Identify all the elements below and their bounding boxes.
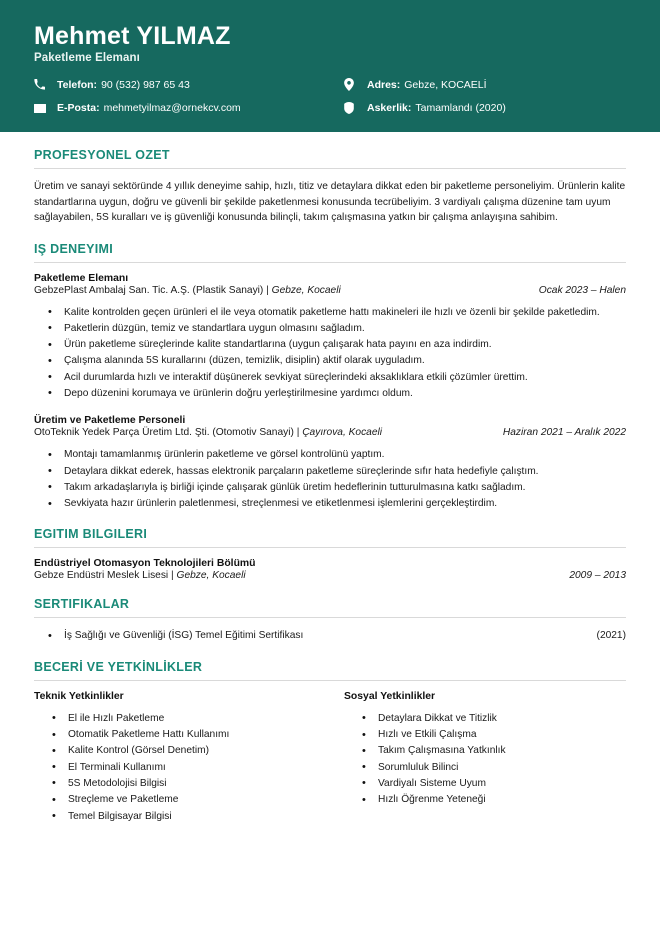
list-item: • Hızlı Öğrenme Yeteneği bbox=[344, 792, 616, 807]
contact-address-value: Gebze, KOCAELİ bbox=[404, 78, 487, 91]
list-item: • Detaylara dikkat ederek, hassas elektronik parçaların paketleme süreçlerinde sıfır hata hedefiyle çalıştım. bbox=[34, 464, 626, 479]
resume-content bbox=[0, 148, 660, 825]
section-title-skills: BECERİ VE YETKİNLİKLER bbox=[34, 659, 203, 674]
section-education bbox=[34, 527, 626, 581]
job-title: Paketleme Elemanı bbox=[34, 272, 129, 284]
job-location: Gebze, Kocaeli bbox=[271, 284, 341, 296]
contact-email-value: mehmetyilmaz@ornekcv.com bbox=[103, 102, 241, 114]
list-item: • Montajı tamamlanmış ürünlerin paketleme ve görsel kontrolünü yaptım. bbox=[34, 447, 626, 462]
list-item: • Takım Çalışmasına Yatkınlık bbox=[344, 743, 616, 758]
list-item: • El ile Hızlı Paketleme bbox=[34, 711, 320, 726]
contact-phone-value: 90 (532) 987 65 43 bbox=[101, 78, 190, 91]
degree-title: Endüstriyel Otomasyon Teknolojileri Bölümü bbox=[34, 558, 256, 570]
contact-email bbox=[34, 102, 330, 114]
contact-phone bbox=[34, 78, 330, 91]
section-summary bbox=[34, 148, 626, 226]
job-title: Üretim ve Paketleme Personeli bbox=[34, 415, 186, 427]
candidate-role: Paketleme Elemanı bbox=[34, 52, 140, 64]
section-title-education: EGITIM BILGILERI bbox=[34, 527, 148, 542]
list-item: • Kalite kontrolden geçen ürünleri el ile veya otomatik paketleme hattı makineleri ile hızlı ve özenli bir şekilde paketledim. bbox=[34, 305, 626, 320]
section-divider bbox=[34, 547, 626, 548]
experience-entry bbox=[34, 415, 626, 511]
section-skills bbox=[34, 660, 626, 825]
contact-phone-label: Telefon: bbox=[57, 78, 98, 91]
job-bullet-list bbox=[34, 305, 626, 402]
contact-military bbox=[330, 102, 626, 114]
social-skills-heading: Sosyal Yetkinlikler bbox=[344, 690, 436, 702]
school-name-text: Gebze Endüstri Meslek Lisesi | bbox=[34, 570, 177, 582]
experience-entry bbox=[34, 273, 626, 402]
section-divider bbox=[34, 680, 626, 681]
list-item: • Sorumluluk Bilinci bbox=[344, 760, 616, 775]
job-employer-name: OtoTeknik Yedek Parça Üretim Ltd. Şti. (Otomotiv Sanayi) | bbox=[34, 427, 303, 439]
job-dates: Ocak 2023 – Halen bbox=[538, 284, 626, 296]
job-meta bbox=[34, 427, 626, 438]
shield-icon bbox=[344, 102, 360, 114]
list-item: • Hızlı ve Etkili Çalışma bbox=[344, 727, 616, 742]
job-dates: Haziran 2021 – Aralık 2022 bbox=[502, 427, 626, 439]
certificate-list bbox=[34, 628, 626, 643]
list-item: • Kalite Kontrol (Görsel Denetim) bbox=[34, 743, 320, 758]
list-item bbox=[34, 628, 626, 643]
contact-address-label: Adres: bbox=[367, 78, 401, 91]
certificate-year: (2021) bbox=[596, 630, 626, 642]
education-entry bbox=[34, 558, 626, 581]
technical-skills-column bbox=[34, 691, 330, 825]
list-item: • Streçleme ve Paketleme bbox=[34, 792, 320, 807]
job-employer-name: GebzePlast Ambalaj San. Tic. A.Ş. (Plastik Sanayi) | bbox=[34, 284, 272, 296]
summary-text: Üretim ve sanayi sektöründe 4 yıllık deneyime sahip, hızlı, titiz ve detaylara dikkat eden bir paketleme personeliyim. Ürünlerin kalite standartlarına uygun, doğru ve güvenli bir şekilde paketlenmesi konusunda tecrübeliyim. 3 vardiyalı çalışma düzenine tam uyum sağlayabilen, 5S kuralları ve iş güvenliği konusunda bilinçli, takım çalışmasına yatkın bir çalışma anlayışına sahibim. bbox=[34, 181, 626, 223]
contact-military-value: Tamamlandı (2020) bbox=[415, 102, 506, 114]
candidate-name: Mehmet YILMAZ bbox=[34, 22, 231, 50]
section-title-certificates: SERTIFIKALAR bbox=[34, 597, 130, 612]
school-location: Gebze, Kocaeli bbox=[176, 570, 246, 582]
section-divider bbox=[34, 262, 626, 263]
school-name bbox=[34, 570, 246, 581]
list-item: • Otomatik Paketleme Hattı Kullanımı bbox=[34, 727, 320, 742]
section-divider bbox=[34, 168, 626, 169]
contact-military-label: Askerlik: bbox=[367, 102, 412, 114]
list-item: • Sevkiyata hazır ürünlerin paletlenmesi, streçlenmesi ve etiketlenmesi işlemlerini gerçekleştirdim. bbox=[34, 496, 626, 511]
list-item: • Detaylara Dikkat ve Titizlik bbox=[344, 711, 616, 726]
map-pin-icon bbox=[344, 78, 360, 91]
list-item: • 5S Metodolojisi Bilgisi bbox=[34, 776, 320, 791]
education-meta bbox=[34, 570, 626, 581]
list-item: • Paketlerin düzgün, temiz ve standartlara uygun olmasını sağladım. bbox=[34, 321, 626, 336]
social-skills-column bbox=[330, 691, 626, 825]
resume-header bbox=[0, 0, 660, 132]
section-divider bbox=[34, 617, 626, 618]
section-experience bbox=[34, 242, 626, 512]
job-bullet-list bbox=[34, 447, 626, 511]
list-item: • Depo düzenini korumaya ve ürünlerin doğru yerleştirilmesine yardımcı oldum. bbox=[34, 386, 626, 401]
education-dates: 2009 – 2013 bbox=[569, 570, 626, 582]
list-item: • Çalışma alanında 5S kurallarını (düzen, temizlik, disiplin) aktif olarak uyguladım. bbox=[34, 353, 626, 368]
contact-email-label: E-Posta: bbox=[57, 102, 100, 114]
phone-icon bbox=[34, 79, 50, 90]
job-location: Çayırova, Kocaeli bbox=[302, 427, 383, 439]
job-employer bbox=[34, 285, 341, 296]
list-item: • Takım arkadaşlarıyla iş birliği içinde çalışarak günlük üretim hedeflerinin tutturulmasına katkı sağladım. bbox=[34, 480, 626, 495]
section-title-summary: PROFESYONEL OZET bbox=[34, 148, 170, 162]
section-title-experience: IŞ DENEYIMI bbox=[34, 241, 114, 256]
social-skills-list bbox=[344, 711, 616, 808]
list-item: • Acil durumlarda hızlı ve interaktif düşünerek sevkiyat süreçlerindeki aksaklıklara etkili çözümler ürettim. bbox=[34, 370, 626, 385]
technical-skills-list bbox=[34, 711, 320, 824]
job-meta bbox=[34, 285, 626, 296]
contact-grid bbox=[34, 78, 626, 114]
envelope-icon bbox=[34, 104, 50, 113]
list-item: • Temel Bilgisayar Bilgisi bbox=[34, 809, 320, 824]
section-certificates bbox=[34, 597, 626, 643]
job-employer bbox=[34, 427, 382, 438]
technical-skills-heading: Teknik Yetkinlikler bbox=[34, 690, 124, 702]
skills-grid bbox=[34, 691, 626, 825]
contact-address bbox=[330, 78, 626, 91]
list-item: • Vardiyalı Sisteme Uyum bbox=[344, 776, 616, 791]
list-item: • Ürün paketleme süreçlerinde kalite standartlarına (uygun çalışarak hata payını en aza indirdim. bbox=[34, 337, 626, 352]
certificate-row bbox=[64, 628, 626, 643]
list-item: • El Terminali Kullanımı bbox=[34, 760, 320, 775]
certificate-name: • İş Sağlığı ve Güvenliği (İSG) Temel Eğitimi Sertifikası bbox=[64, 630, 304, 642]
